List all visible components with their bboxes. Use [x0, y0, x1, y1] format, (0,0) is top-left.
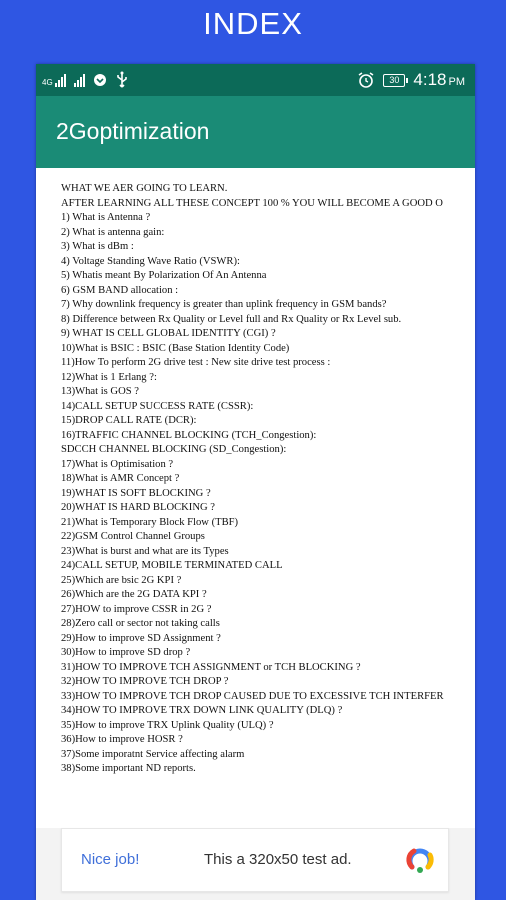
index-line: 16)TRAFFIC CHANNEL BLOCKING (TCH_Congestion): [61, 429, 317, 441]
signal-icon [42, 73, 66, 87]
index-line: 25)Which are bsic 2G KPI ? [61, 574, 182, 586]
status-bar-left [42, 69, 129, 91]
index-text-content[interactable] [61, 182, 473, 822]
index-line: SDCCH CHANNEL BLOCKING (SD_Congestion): [61, 444, 287, 455]
index-line: 24)CALL SETUP, MOBILE TERMINATED CALL [61, 560, 283, 571]
index-line: 1) What is Antenna ? [61, 212, 151, 223]
index-line: 8) Difference between Rx Quality or Level full and Rx Quality or Rx Level sub. [61, 313, 402, 325]
clock [413, 70, 465, 90]
index-line: 7) Why downlink frequency is greater than uplink frequency in GSM bands? [61, 299, 387, 310]
index-line: 37)Some imporatnt Service affecting alarm [61, 748, 245, 760]
index-line: 31)HOW TO IMPROVE TCH ASSIGNMENT or TCH BLOCKING ? [61, 661, 361, 673]
index-line: 21)What is Temporary Block Flow (TBF) [61, 516, 239, 528]
index-line: 12)What is 1 Erlang ?: [61, 371, 157, 383]
index-line: 4) Voltage Standing Wave Ratio (VSWR): [61, 255, 240, 267]
clock-time: 4:18 [413, 70, 447, 89]
status-bar-right [357, 68, 465, 92]
phone-screen [36, 64, 475, 900]
index-line: 6) GSM BAND allocation : [61, 284, 179, 296]
index-line: 28)Zero call or sector not taking calls [61, 618, 220, 629]
index-line: 10)What is BSIC : BSIC (Base Station Identity Code) [61, 342, 290, 354]
index-line: 34)HOW TO IMPROVE TRX DOWN LINK QUALITY (DLQ) ? [61, 705, 343, 716]
index-line: 3) What is dBm : [61, 241, 134, 252]
signal-strength-icon [74, 73, 85, 87]
usb-icon [115, 71, 129, 89]
index-line: AFTER LEARNING ALL THESE CONCEPT 100 % YOU WILL BECOME A GOOD O [61, 197, 443, 209]
index-line: 38)Some important ND reports. [61, 763, 196, 774]
battery-icon: 30 [383, 74, 405, 87]
index-line: 13)What is GOS ? [61, 386, 139, 397]
data-saver-icon [93, 73, 107, 87]
network-type-label: 4G [42, 78, 53, 87]
index-line: 32)HOW TO IMPROVE TCH DROP ? [61, 676, 229, 687]
clock-ampm: PM [448, 76, 465, 88]
ad-text: This a 320x50 test ad. [204, 851, 352, 868]
index-line: 11)How To perform 2G drive test : New site drive test process : [61, 357, 331, 368]
alarm-icon [357, 71, 375, 89]
index-line: 22)GSM Control Channel Groups [61, 531, 205, 542]
index-line: 29)How to improve SD Assignment ? [61, 632, 221, 644]
app-title: 2Goptimization [56, 118, 210, 144]
index-line: 19)WHAT IS SOFT BLOCKING ? [61, 487, 211, 499]
index-line: 36)How to improve HOSR ? [61, 734, 183, 745]
index-line: 23)What is burst and what are its Types [61, 545, 229, 557]
index-line: 2) What is antenna gain: [61, 226, 165, 238]
index-line: 14)CALL SETUP SUCCESS RATE (CSSR): [61, 400, 254, 412]
ad-banner[interactable] [61, 828, 449, 892]
index-line: 35)How to improve TRX Uplink Quality (ULQ) ? [61, 719, 274, 731]
index-line: WHAT WE AER GOING TO LEARN. [61, 183, 228, 194]
index-line: 26)Which are the 2G DATA KPI ? [61, 589, 207, 600]
index-line: 27)HOW to improve CSSR in 2G ? [61, 603, 212, 615]
app-bar [36, 96, 475, 168]
ad-nice-label: Nice job! [81, 851, 140, 868]
status-bar [36, 64, 475, 96]
index-line: 30)How to improve SD drop ? [61, 647, 191, 658]
index-line: 20)WHAT IS HARD BLOCKING ? [61, 502, 215, 513]
index-line: 15)DROP CALL RATE (DCR): [61, 415, 197, 426]
ad-logo-icon [404, 843, 436, 875]
index-line: 18)What is AMR Concept ? [61, 473, 180, 484]
index-line: 5) Whatis meant By Polarization Of An Antenna [61, 270, 267, 281]
page-title: INDEX [203, 6, 303, 41]
index-line: 33)HOW TO IMPROVE TCH DROP CAUSED DUE TO EXCESSIVE TCH INTERFER [61, 690, 444, 702]
index-line: 17)What is Optimisation ? [61, 458, 174, 470]
index-line: 9) WHAT IS CELL GLOBAL IDENTITY (CGI) ? [61, 328, 276, 339]
